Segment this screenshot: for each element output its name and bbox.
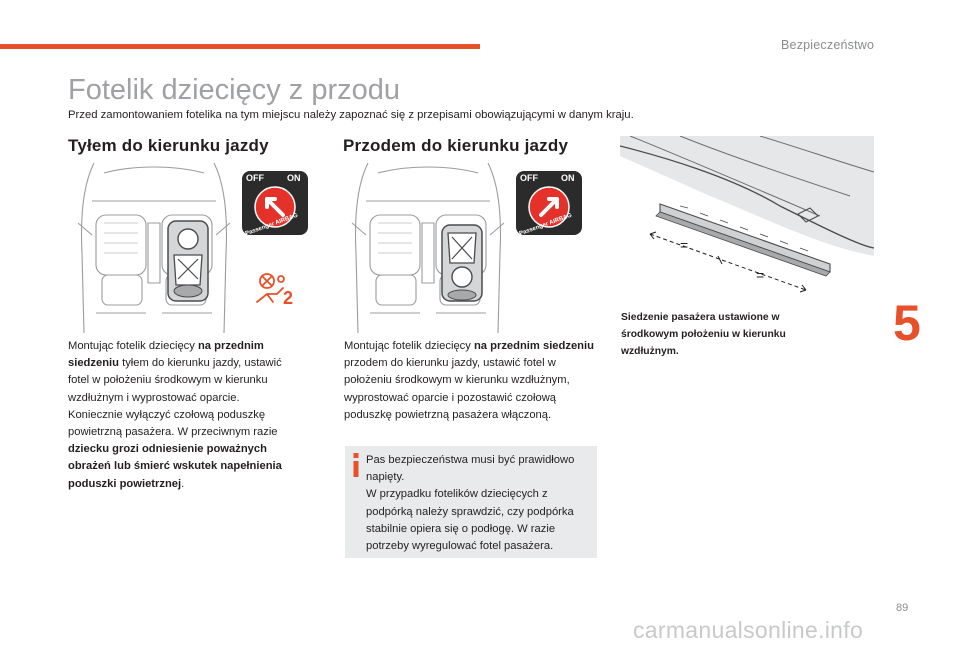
seat-caption: Siedzenie pasażera ustawione w środkowym położeniu w kierunku wzdłużnym. [621,312,786,357]
forward-facing-car-illustration [348,163,508,333]
airbag-off-label: OFF [520,173,538,183]
forward-facing-heading: Przodem do kierunku jazdy [343,136,569,155]
seat-rail-illustration [620,136,874,300]
airbag-on-label: ON [287,173,301,183]
airbag-warning-icon [253,272,301,306]
airbag-warning-number: 2 [283,288,294,308]
watermark: carmanualsonline.info [633,617,864,643]
airbag-on-label: ON [561,173,575,183]
svg-text:=: = [756,267,765,283]
airbag-ring-label: Passenger AIRBAG [244,212,299,238]
info-text: Pas bezpieczeństwa musi być prawidłowo napięty. W przypadku fotelików dziecięcych z podpórką należy sprawdzić, czy podpórka stabilnie opiera się o podłogę. W razie potrzeby wyregulować fotel pasażera. [366,454,575,553]
header-accent-bar [0,44,480,49]
forward-facing-text: Montując fotelik dziecięcy na przednim siedzeniu przodem do kierunku jazdy, ustawić fotel w położeniu środkowym w kierunku wzdłużnym, wyprostować oparcie i pozostawić czołową poduszkę powietrzną pasażera włączoną. [344,340,594,421]
airbag-ring-label: Passenger AIRBAG [518,212,573,238]
info-icon [352,453,360,477]
svg-text:=: = [680,237,689,253]
page-number: 89 [896,602,909,614]
airbag-off-label: OFF [246,173,264,183]
intro-text: Przed zamontowaniem fotelika na tym miejscu należy zapoznać się z przepisami obowiązującymi w danym kraju. [68,109,634,121]
page-title: Fotelik dziecięcy z przodu [68,74,401,106]
rear-facing-heading: Tyłem do kierunku jazdy [68,136,269,155]
section-label: Bezpieczeństwo [781,38,875,52]
rear-facing-text: Montując fotelik dziecięcy na przednim siedzeniu tyłem do kierunku jazdy, ustawić fotel w położeniu środkowym w kierunku wzdłużnym i wyprostować oparcie. Koniecznie wyłączyć czołową poduszkę powietrzną pasażera. W przeciwnym razie dziecku grozi odniesienie poważnych obrażeń lub śmierć wskutek napełnienia poduszki powietrznej. [68,340,282,490]
chapter-number: 5 [893,295,921,351]
rear-facing-car-illustration [74,163,234,333]
